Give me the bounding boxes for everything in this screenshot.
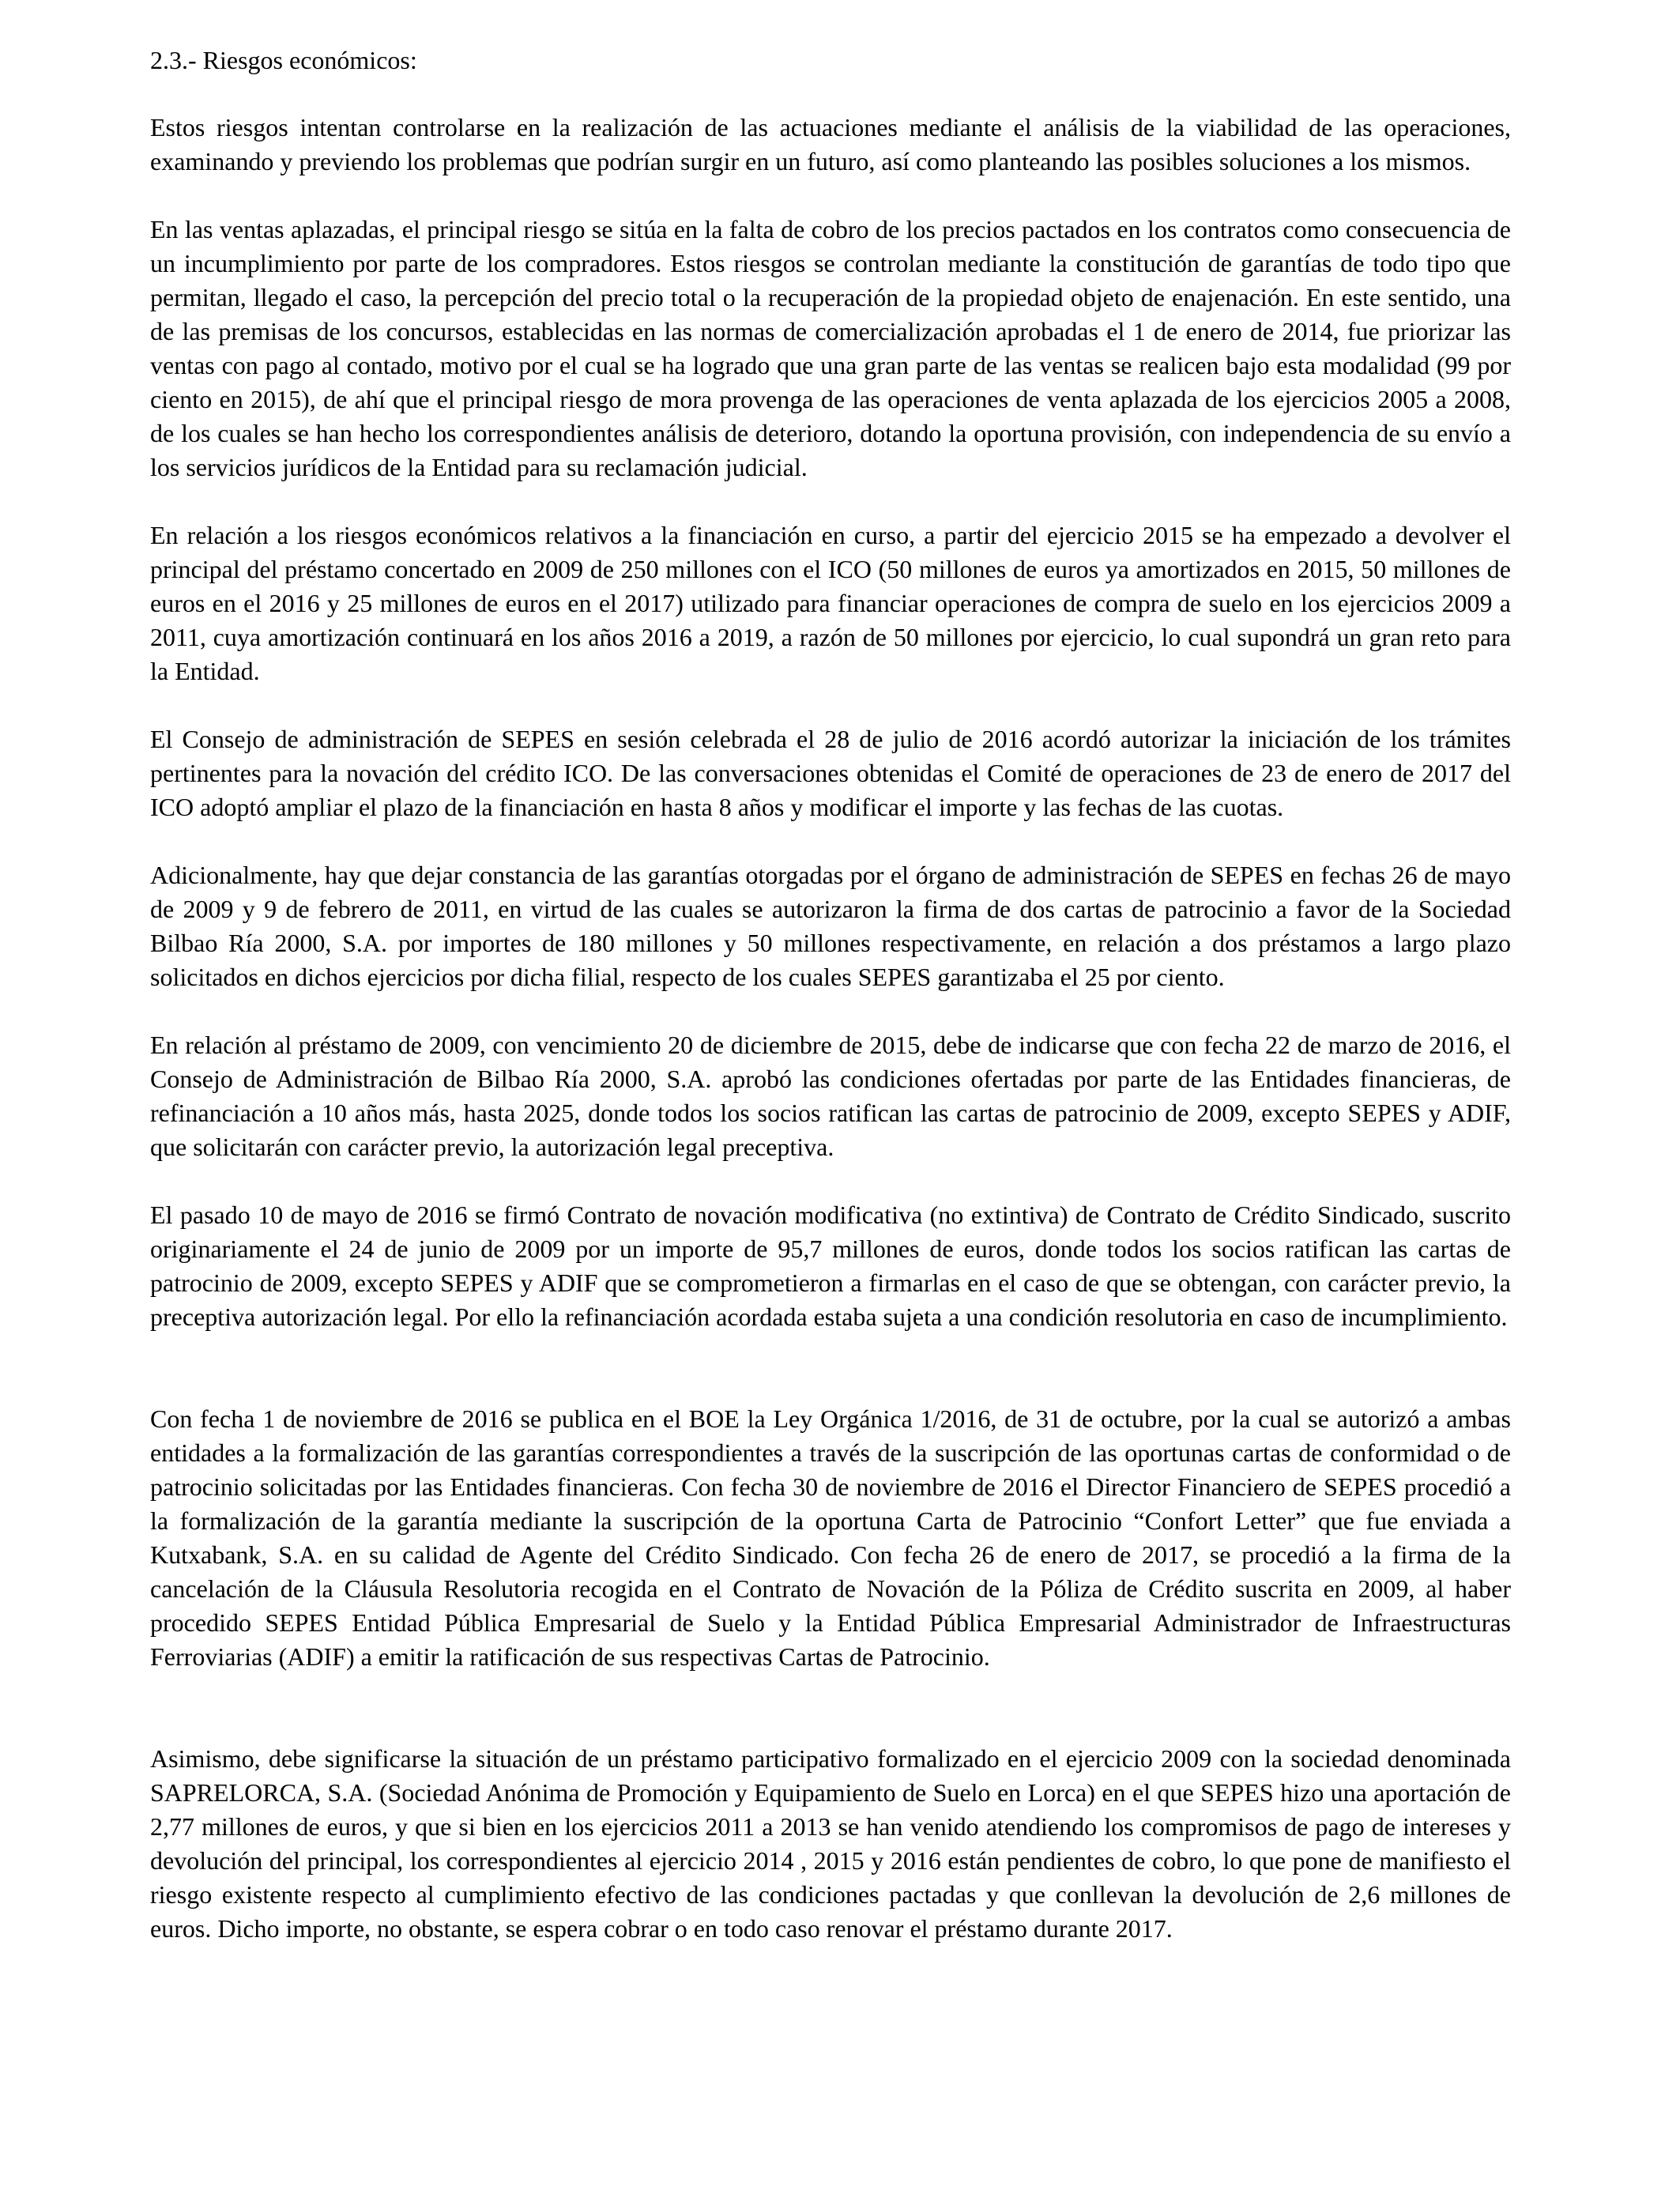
paragraph-ley-organica: Con fecha 1 de noviembre de 2016 se publica en el BOE la Ley Orgánica 1/2016, de 31 de octubre, por la cual se autorizó a ambas entidades a la formalización de las garantías correspondientes a través de la suscripción de las oportunas cartas de conformidad o de patrocinio solicitadas por las Entidades financieras. Con fecha 30 de noviembre de 2016 el Director Financiero de SEPES procedió a la formalización de la garantía mediante la suscripción de la oportuna Carta de Patrocinio “Confort Letter” que fue enviada a Kutxabank, S.A. en su calidad de Agente del Crédito Sindicado. Con fecha 26 de enero de 2017, se procedió a la firma de la cancelación de la Cláusula Resolutoria recogida en el Contrato de Novación de la Póliza de Crédito suscrita en 2009, al haber procedido SEPES Entidad Pública Empresarial de Suelo y la Entidad Pública Empresarial Administrador de Infraestructuras Ferroviarias (ADIF) a emitir la ratificación de sus respectivas Cartas de Patrocinio. bbox=[150, 1404, 1511, 1671]
paragraph-garantias: Adicionalmente, hay que dejar constancia de las garantías otorgadas por el órgano de administración de SEPES en fechas 26 de mayo de 2009 y 9 de febrero de 2011, en virtud de las cuales se autorizaron la firma de dos cartas de patrocinio a favor de la Sociedad Bilbao Ría 2000, S.A. por importes de 180 millones y 50 millones respectivamente, en relación a dos préstamos a largo plazo solicitados en dichos ejercicios por dicha filial, respecto de los cuales SEPES garantizaba el 25 por ciento. bbox=[150, 861, 1511, 991]
paragraph-intro: Estos riesgos intentan controlarse en la realización de las actuaciones mediante el análisis de la viabilidad de las operaciones, examinando y previendo los problemas que podrían surgir en un futuro, así como planteando las posibles soluciones a los mismos. bbox=[150, 113, 1511, 175]
paragraph-ventas-aplazadas: En las ventas aplazadas, el principal riesgo se sitúa en la falta de cobro de los precios pactados en los contratos como consecuencia de un incumplimiento por parte de los compradores. Estos riesgos se controlan mediante la constitución de garantías de todo tipo que permitan, llegado el caso, la percepción del precio total o la recuperación de la propiedad objeto de enajenación. En este sentido, una de las premisas de los concursos, establecidas en las normas de comercialización aprobadas el 1 de enero de 2014, fue priorizar las ventas con pago al contado, motivo por el cual se ha logrado que una gran parte de las ventas se realicen bajo esta modalidad (99 por ciento en 2015), de ahí que el principal riesgo de mora provenga de las operaciones de venta aplazada de los ejercicios 2005 a 2008, de los cuales se han hecho los correspondientes análisis de deterioro, dotando la oportuna provisión, con independencia de su envío a los servicios jurídicos de la Entidad para su reclamación judicial. bbox=[150, 215, 1511, 481]
document-page bbox=[150, 43, 1511, 1946]
section-heading: 2.3.- Riesgos económicos: bbox=[150, 46, 417, 74]
paragraph-novacion: El pasado 10 de mayo de 2016 se firmó Contrato de novación modificativa (no extintiva) de Contrato de Crédito Sindicado, suscrito originariamente el 24 de junio de 2009 por un importe de 95,7 millones de euros, donde todos los socios ratifican las cartas de patrocinio de 2009, excepto SEPES y ADIF que se comprometieron a firmarlas en el caso de que se obtengan, con carácter previo, la preceptiva autorización legal. Por ello la refinanciación acordada estaba sujeta a una condición resolutoria en caso de incumplimiento. bbox=[150, 1201, 1511, 1331]
paragraph-prestamo-2009: En relación al préstamo de 2009, con vencimiento 20 de diciembre de 2015, debe de indicarse que con fecha 22 de marzo de 2016, el Consejo de Administración de Bilbao Ría 2000, S.A. aprobó las condiciones ofertadas por parte de las Entidades financieras, de refinanciación a 10 años más, hasta 2025, donde todos los socios ratifican las cartas de patrocinio de 2009, excepto SEPES y ADIF, que solicitarán con carácter previo, la autorización legal preceptiva. bbox=[150, 1031, 1511, 1161]
paragraph-consejo-ico: El Consejo de administración de SEPES en sesión celebrada el 28 de julio de 2016 acordó autorizar la iniciación de los trámites pertinentes para la novación del crédito ICO. De las conversaciones obtenidas el Comité de operaciones de 23 de enero de 2017 del ICO adoptó ampliar el plazo de la financiación en hasta 8 años y modificar el importe y las fechas de las cuotas. bbox=[150, 725, 1511, 821]
paragraph-financiacion: En relación a los riesgos económicos relativos a la financiación en curso, a partir del ejercicio 2015 se ha empezado a devolver el principal del préstamo concertado en 2009 de 250 millones con el ICO (50 millones de euros ya amortizados en 2015, 50 millones de euros en el 2016 y 25 millones de euros en el 2017) utilizado para financiar operaciones de compra de suelo en los ejercicios 2009 a 2011, cuya amortización continuará en los años 2016 a 2019, a razón de 50 millones por ejercicio, lo cual supondrá un gran reto para la Entidad. bbox=[150, 521, 1511, 685]
paragraph-saprelorca: Asimismo, debe significarse la situación de un préstamo participativo formalizado en el ejercicio 2009 con la sociedad denominada SAPRELORCA, S.A. (Sociedad Anónima de Promoción y Equipamiento de Suelo en Lorca) en el que SEPES hizo una aportación de 2,77 millones de euros, y que si bien en los ejercicios 2011 a 2013 se han venido atendiendo los compromisos de pago de intereses y devolución del principal, los correspondientes al ejercicio 2014 , 2015 y 2016 están pendientes de cobro, lo que pone de manifiesto el riesgo existente respecto al cumplimiento efectivo de las condiciones pactadas y que conllevan la devolución de 2,6 millones de euros. Dicho importe, no obstante, se espera cobrar o en todo caso renovar el préstamo durante 2017. bbox=[150, 1744, 1511, 1943]
